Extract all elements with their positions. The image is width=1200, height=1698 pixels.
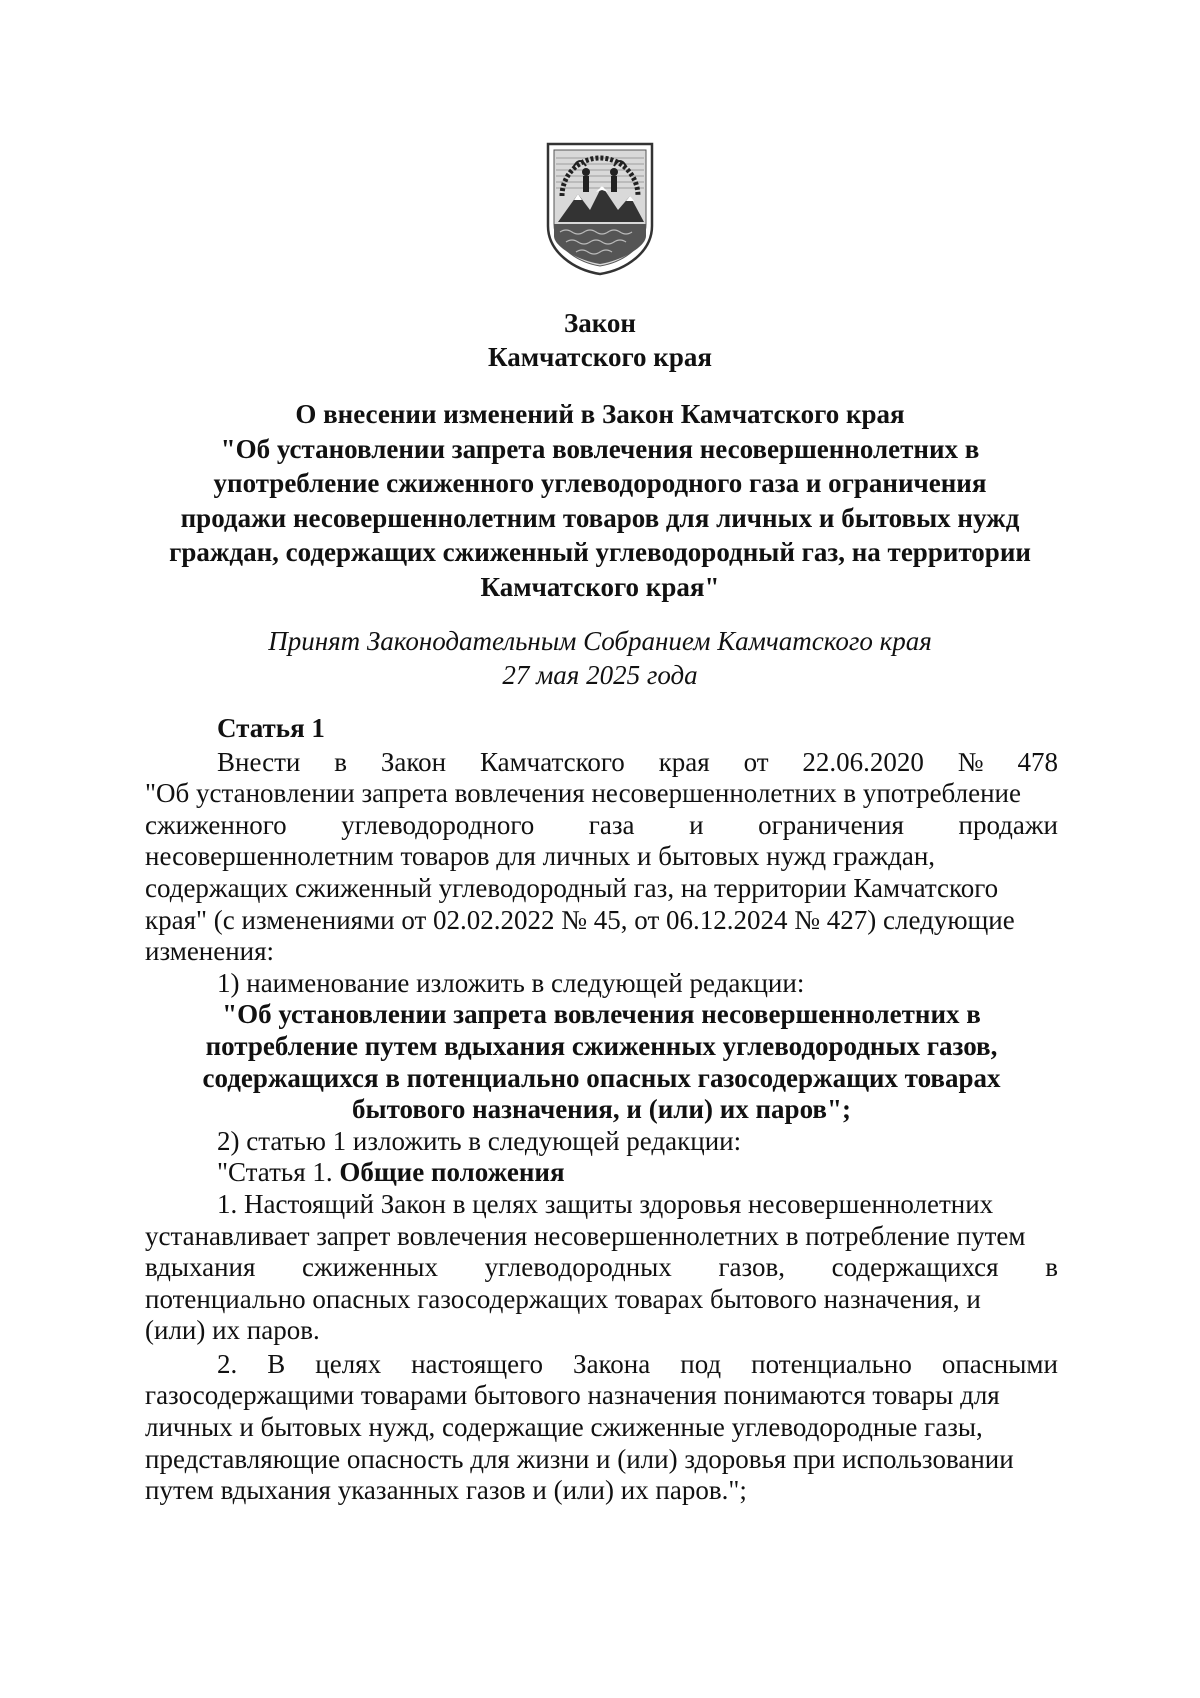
new-title-line: бытового назначения, и (или) их паров"; [352, 1094, 851, 1125]
para2-word: В [267, 1348, 286, 1379]
para1-word: газов, [718, 1252, 786, 1283]
intro-word: № [957, 746, 984, 777]
intro-word: 22.06.2020 [802, 746, 924, 777]
para2-word: под [680, 1348, 722, 1379]
intro-word: Закон [380, 746, 447, 777]
para1-line-2: устанавливает запрет вовлечения несовершеннолетних в потребление путем [145, 1220, 1026, 1251]
para1-line-5: (или) их паров. [145, 1315, 320, 1346]
region-name: Камчатского края [488, 342, 712, 372]
intro-line-7: изменения: [145, 936, 275, 967]
law-subject [130, 397, 1070, 604]
new-title-line: содержащихся в потенциально опасных газосодержащих товарах [202, 1062, 1001, 1093]
intro-word: в [334, 746, 347, 777]
law-word: Закон [563, 308, 636, 338]
paragraph-1 [145, 1189, 1058, 1347]
para2-word: Закона [573, 1348, 651, 1379]
intro-word: и [689, 809, 704, 840]
para1-word: вдыхания [145, 1252, 256, 1283]
subject-line: употребление сжиженного углеводородного газа и ограничения [213, 468, 987, 498]
intro-line-6: края" (с изменениями от 02.02.2022 № 45, от 06.12.2024 № 427) следующие [145, 904, 1015, 935]
adoption-body: Принят Законодательным Собранием Камчатского края [268, 626, 932, 656]
new-title-line: "Об установлении запрета вовлечения несовершеннолетних в [222, 999, 981, 1030]
intro-word: газа [588, 809, 635, 840]
article-heading: Статья 1 [217, 713, 325, 743]
adoption-note [130, 624, 1070, 692]
intro-word: продажи [958, 809, 1058, 840]
subject-line: О внесении изменений в Закон Камчатского края [295, 399, 905, 429]
para1-word: сжиженных [302, 1252, 438, 1283]
intro-line-5: содержащих сжиженный углеводородный газ, на территории Камчатского [145, 872, 999, 903]
article-intro [145, 747, 1058, 968]
intro-line-2: "Об установлении запрета вовлечения несовершеннолетних в употребление [145, 778, 1021, 809]
para1-line-3 [145, 1252, 1058, 1284]
quoted-article-heading [145, 1157, 1058, 1189]
para2-line-4: представляющие опасность для жизни и (или) здоровья при использовании [145, 1443, 1014, 1474]
subject-line: Камчатского края" [480, 571, 720, 602]
new-title-line: потребление путем вдыхания сжиженных углеводородных газов, [205, 1030, 998, 1061]
paragraph-2 [145, 1349, 1058, 1507]
item-1: 1) наименование изложить в следующей редакции: [217, 967, 805, 998]
document-title [130, 306, 1070, 374]
para2-word: целях [315, 1348, 382, 1379]
para1-word: углеводородных [484, 1252, 672, 1283]
subject-line: "Об установлении запрета вовлечения несовершеннолетних в [220, 433, 980, 464]
para1-line-1: 1. Настоящий Закон в целях защиты здоровья несовершеннолетних [217, 1188, 994, 1219]
para2-line-3: личных и бытовых нужд, содержащие сжиженные углеводородные газы, [145, 1412, 983, 1443]
article-1 [145, 713, 1058, 1507]
intro-line-4: несовершеннолетним товаров для личных и бытовых нужд граждан, [145, 841, 936, 872]
para2-word: настоящего [411, 1348, 544, 1379]
item-2: 2) статью 1 изложить в следующей редакции: [217, 1125, 742, 1156]
intro-word: Внести [217, 746, 301, 777]
intro-word: Камчатского [479, 746, 625, 777]
item-1-new-title [145, 999, 1058, 1125]
subject-line: граждан, содержащих сжиженный углеводородный газ, на территории [169, 537, 1031, 567]
intro-word: ограничения [758, 809, 904, 840]
intro-line-3 [145, 810, 1058, 842]
para1-line-4: потенциально опасных газосодержащих товарах бытового назначения, и [145, 1283, 981, 1314]
adoption-date: 27 мая 2025 года [502, 660, 698, 690]
para2-line-5: путем вдыхания указанных газов и (или) их паров."; [145, 1475, 747, 1506]
para2-line-1 [145, 1349, 1058, 1381]
para2-word: 2. [217, 1348, 238, 1379]
intro-line-1 [145, 747, 1058, 779]
subject-line: продажи несовершеннолетним товаров для личных и бытовых нужд [180, 502, 1020, 533]
quoted-article-prefix: "Статья 1. [217, 1157, 340, 1188]
para2-word: потенциально [751, 1348, 912, 1379]
intro-word: 478 [1017, 746, 1058, 777]
intro-word: сжиженного [145, 809, 287, 840]
quoted-article-title: Общие положения [339, 1157, 565, 1188]
intro-word: углеводородного [341, 809, 535, 840]
para1-word: содержащихся [831, 1252, 999, 1283]
para2-line-2: газосодержащими товарами бытового назначения понимаются товары для [145, 1380, 1000, 1411]
intro-word: края [658, 746, 710, 777]
intro-word: от [743, 746, 769, 777]
coat-of-arms-emblem [544, 140, 656, 276]
para2-word: опасными [941, 1348, 1058, 1379]
para1-word: в [1045, 1252, 1058, 1283]
